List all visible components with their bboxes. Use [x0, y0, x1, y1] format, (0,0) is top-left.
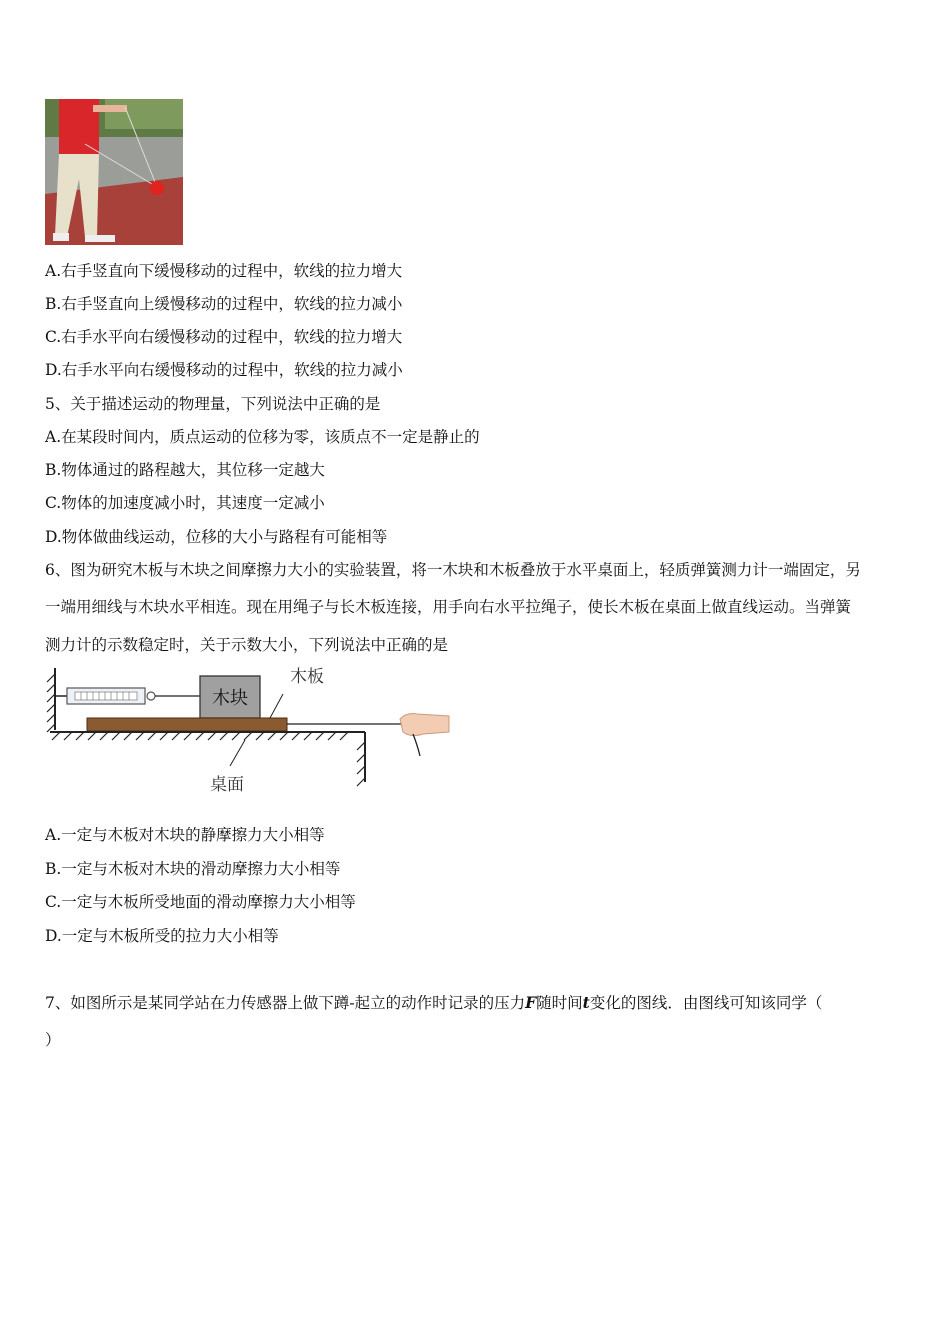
q4-option-b: B.右手竖直向上缓慢移动的过程中，软线的拉力减小 — [45, 295, 403, 313]
q4-option-c: C.右手水平向右缓慢移动的过程中，软线的拉力增大 — [45, 328, 403, 346]
q7-stem — [45, 984, 905, 1059]
q6-stem-line-2: 一端用细线与木块水平相连。现在用绳子与长木板连接，用手向右水平拉绳子，使长木板在桌面上做直线运动。当弹簧 — [45, 598, 852, 616]
block-label: 木块 — [212, 688, 248, 709]
q6-option-d: D.一定与木板所受的拉力大小相等 — [45, 927, 279, 945]
q6-option-a: A.一定与木板对木块的静摩擦力大小相等 — [45, 826, 325, 844]
q6-option-c: C.一定与木板所受地面的滑动摩擦力大小相等 — [45, 893, 356, 911]
q7-text-a: 7、如图所示是某同学站在力传感器上做下蹲-起立的动作时记录的压力 — [45, 994, 526, 1012]
board-label: 木板 — [290, 667, 324, 687]
q6-option-b: B.一定与木板对木块的滑动摩擦力大小相等 — [45, 860, 341, 878]
q6-stem-line-1: 6、图为研究木板与木块之间摩擦力大小的实验装置，将一木块和木板叠放于水平桌面上，轻质弹簧测力计一端固定，另 — [45, 561, 861, 579]
friction-apparatus-figure — [45, 664, 455, 799]
q5-option-a: A.在某段时间内，质点运动的位移为零，该质点不一定是静止的 — [45, 428, 480, 446]
q7-var-f: F — [525, 993, 537, 1012]
q5-stem: 5、关于描述运动的物理量，下列说法中正确的是 — [45, 395, 381, 413]
q5-option-d: D.物体做曲线运动，位移的大小与路程有可能相等 — [45, 528, 388, 546]
q4-option-d: D.右手水平向右缓慢移动的过程中，软线的拉力减小 — [45, 361, 403, 379]
q7-var-t: t — [582, 993, 590, 1012]
q4-option-a: A.右手竖直向下缓慢移动的过程中，软线的拉力增大 — [45, 262, 403, 280]
q5-option-c: C.物体的加速度减小时，其速度一定减小 — [45, 494, 325, 512]
table-label: 桌面 — [210, 775, 244, 795]
q5-option-b: B.物体通过的路程越大，其位移一定越大 — [45, 461, 325, 479]
q7-text-b: 随时间 — [536, 994, 583, 1012]
q7-text-d: ） — [45, 1031, 61, 1049]
q6-stem-line-3: 测力计的示数稳定时，关于示数大小，下列说法中正确的是 — [45, 636, 449, 654]
q7-text-c: 变化的图线．由图线可知该同学（ — [589, 994, 823, 1012]
diabolo-photo — [45, 99, 183, 245]
